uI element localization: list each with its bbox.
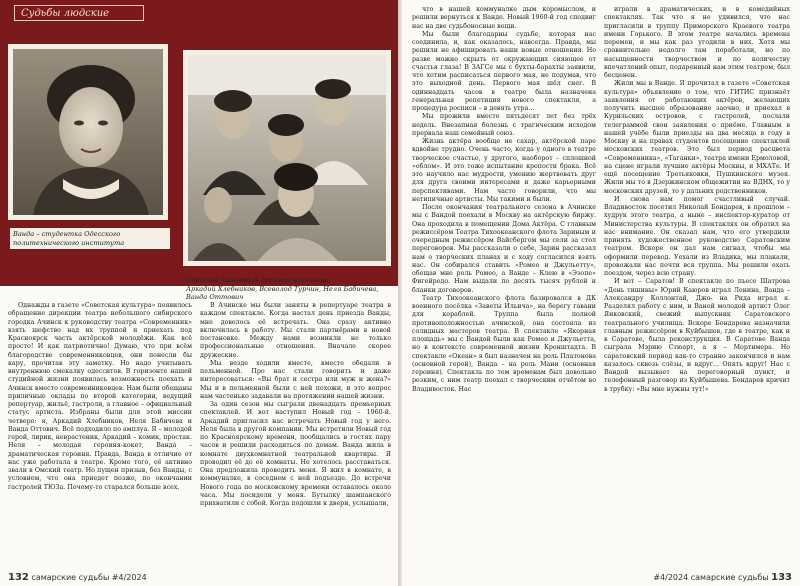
group-photo bbox=[183, 50, 391, 266]
right-page bbox=[402, 0, 800, 586]
group-caption-names: Аркадий Хлебников, Всеволод Турчин, Неля Бабичева, Ванда Оттович bbox=[186, 284, 379, 301]
group-image bbox=[188, 55, 386, 261]
left-column-1 bbox=[8, 302, 192, 572]
paragraph: Мы везде ходили вместе, вместе обедали в пельменной. Про нас стали говорить и даже интересоваться: «Вы брат и сестра или муж и жена?» Мы и в пельменной были с ней похожи, и это вопрос нам частенько задавали на протяжении нашей жизни. bbox=[200, 359, 391, 400]
paragraph: И снова нам помог счастливый случай. Владивосток посетил Николай Бондарев, в прошлом – худрук этого театра, а ныне – инспектор-куратор от Министерства культуры. В спектаклях он обратил на нас внимание. Он сказал нам, что его утвердили принять художественное руководство Саратовским театром. Вскоре он дал нам сигнал, чтобы мы оформили перевод. Уехали из Владика, мы плакали, провожали нас почти вся труппа. Мы решили ехать поездом, через всю страну. bbox=[604, 195, 790, 277]
paragraph: Театр Тихоокеанского флота базировался в ДК военного посёлка «Заветы Ильича», на берегу гавани для кораблей. Труппа была полной противоположностью ачинской, она состояла из солидных мастеров театра. В спектакле «Якорная площадь» мы с Вандой были как Ромео и Джульетта, но в контексте современной жизни Кронштадта. В спектакле «Океан» я был назначен на роль Платонова (основной герой), Ванда – на роль Мани (основная героиня). Спектакль по тем временам был довольно резким, с ним театр поехал с творческим отчётом во Владивосток. Нас bbox=[412, 294, 596, 393]
paragraph: Жили мы в Ванде. Я прочитал в газете «Советская культура» объявление о том, что ГИТИС признаёт заявления от работающих актёров, желающих получить высшее образование заочно, и приехал в Курильских островов, с гастролей, послали телеграммой свои заявления о приёме. Главным в нашей учёбе были приезды на два месяца в году в Москву и на правах студентов посещение спектаклей московских театров. Это был период расцвета «Современника», «Таганки», театра имени Ермоловой, на сцене играли лучшие актёры Москвы, и МХАТе. И ещё посещение Третьяковки, Пушкинского музея. Жили мы то в Дзержинском общежитии на ВДНХ, то у московских друзей, то у дальних родственников. bbox=[604, 80, 790, 195]
paragraph: За один сезон мы сыграли двенадцать премьерных спектаклей. И вот наступил Новый год – 1960-й. Аркадий пригласил нас встречать Новый год у него. Неля была в другой компании. Мы встретили Новый год по Красноярскому времени, пообщались в гостях пару часов и решили расходиться по домам. Ванда жила в комнате двухкомнатной театральной квартиры. Я проводил её до её комнаты. Не хотелось расставаться. Она предложила проводить меня. Я жил в комнате, в коммуналке, в соседнем с ней подъезде. До встречи Нового года по московскому времени оставалось около часа. Мы посидели у меня. Бутылку шампанского прихватили с собой. Когда подошли к двери, услышали, bbox=[200, 401, 391, 507]
folio-text: #4/2024 самарские судьбы bbox=[653, 573, 769, 582]
group-caption-head: Одесский «ансамбль десяти» в Ачинске: bbox=[186, 276, 331, 284]
page-number: 133 bbox=[771, 572, 792, 583]
paragraph: Жизнь актёра вообще не сахар, актёрской паре вдвойне трудно. Очень часто, когда у одного в театре творческое счастье, у другого, наоборот – сплошной «облом». И это тоже испытание крепости брака. Всё это научило нас мудрости, умению жертвовать друг для друга своими интересами и даже карьерными перспективами. Нам часто говорили, что мы нетипичные артисты. Мы такими и были. bbox=[412, 138, 596, 203]
paragraph: В Ачинске мы были заняты в репертуаре театра в каждом спектакле. Когда настал день приезда Ванды, мне довелось её встречать. Она сразу активно включилась в работу. Мы стали партнёрами в новой постановке. Между нами возникли не только профессиональные отношения. Вначале скорее дружеские. bbox=[200, 302, 391, 359]
right-column-2 bbox=[604, 6, 790, 570]
group-caption bbox=[186, 276, 392, 302]
folio-text: самарские судьбы #4/2024 bbox=[31, 573, 147, 582]
paragraph: И вот – Саратов! В спектакле по пьесе Шатрова «День тишины» Юрий Каюров играл Ленина, Ванда – Александру Коллонтай, Джо- на Рида играл я. Разделял работу с ним, и Ваней молодой артист Олег Янковский, свежий выпускник Саратовского театрального училища. Вскоре Бондарева назначили главным режиссёром в Куйбышев, где в театре, как и в Саратове, была реконструкция. В Саратове Ванда сыграла Мэрию Стюарт, а я – Мортимера. Но саратовский период как-то странно закончился и нам казалось сквозь слёзы, и вдруг... Опять вдруг! Нас с Вандой вызывает на переговорный пункт, и телефонный разговор из Куйбышева. Бондарев кричит в трубку: «Вы мне нужны тут!» bbox=[604, 278, 790, 393]
left-page bbox=[0, 0, 398, 586]
paragraph: Мы прожили вместе пятьдесят лет без трёх недель. Внезапная болезнь с трагическим исходом прервала наш семейный союз. bbox=[412, 113, 596, 137]
paragraph: что в нашей коммуналке дым коромыслом, и решили вернуться к Ванде. Новый 1960-й год сподвиг нас на две судьбоносные вещи. bbox=[412, 6, 596, 30]
right-folio bbox=[653, 572, 792, 583]
left-column-2 bbox=[200, 302, 391, 572]
page-number: 132 bbox=[8, 572, 29, 583]
paragraph: играли в драматических, и в комедийных спектаклях. Так что я не удивился, что нас пригласили в труппу Приморского Краевого театра имени Горького. В этом театре начались времена перемен, и мы как раз угодили в них. Хотя мы сравнительно недолго там поработали, но по насыщенности творчеством и по количеству впечатлений опыт, подаренный нам этим театром, был бесценен. bbox=[604, 6, 790, 79]
portrait-photo bbox=[8, 44, 168, 220]
portrait-caption: Ванда – студентка Одесского политехнического института bbox=[10, 228, 170, 249]
rubric-label: Судьбы людские bbox=[14, 5, 144, 21]
right-column-1 bbox=[412, 6, 596, 570]
paragraph: Мы были благодарны судьбе, которая нас соединила, и, как оказалось, навсегда. Правда, мы решили не афишировать наши новые отношения. Но разве можно скрыть от окружающих сияющее от счастья глаза! В ЗАГСе мы с бухты-барахты заявили, что хотим расписаться первого мая, не подумав, что это выходной день. Первого мая шёл снег. В одиннадцать часов в театре была назначена генеральная репетиция нового спектакля, а процедура росписи – в девять утра... bbox=[412, 30, 596, 112]
portrait-image bbox=[13, 49, 163, 215]
paragraph: Однажды в газете «Советская культура» появилось обращение дирекции театра небольшого сибирского городка Ачинск к руководству театра «Современник» взять шефство над их труппой и приехать под Красноярск часть актёрской молодёжи. Как всё просто! И как патриотично! Думаю, что при всём благородстве современниковцев, они понесли бы кару, прочитав эту заметку. Но надо учитывать внутреннюю смекалку одесситов. В горизонте нашей студийной жизни появилась возможность поехать в Ачинск вместо современниковцев. Нам были обещаны приличные оклады по второй категории, ведущий репертуар, жильё, гастроли, а главное – официальный статус артиста. Избраны были для этой миссии четверо: я, Аркадий Хлебников, Неля Бабичева и Ванда Оттович. Всё подходило по амплуа. Я – молодой герой, лирик, неврастеник, Аркадий – комик, простак. Неля – молодая героиня-кокет, Ванда – драматическая героиня. Правда, Ванда в отличие от нас уже работала в театре. Кроме того, её активно звали в Омский театр. Но пущен призыв, без Ванды, с условием, что она приедет позже, по окончании гастролей ТЮЗа. Почему-то старался больше всех. bbox=[8, 302, 192, 491]
paragraph: После окончания театрального сезона в Ачинске мы с Вандой поехали в Москву на актёрскую биржу. Она проходила в помещении Дома Актёра. С главным режиссёром Театра Тихоокеанского флота Зариным и очередным режиссёром Вайсбергом мы сели за стол переговоров. Мы рассказали о себе, Зарин рассказал нам о творческих планах и с ходу согласился взять нас. Он собирался ставить «Ромео и Джульетту», обещав мне роль Ромео, а Ванде – Клею в «Эзопе» Фигейредо. Нам выдали по десять тысяч рублей и бланки договоров. bbox=[412, 204, 596, 294]
left-folio bbox=[8, 572, 147, 583]
